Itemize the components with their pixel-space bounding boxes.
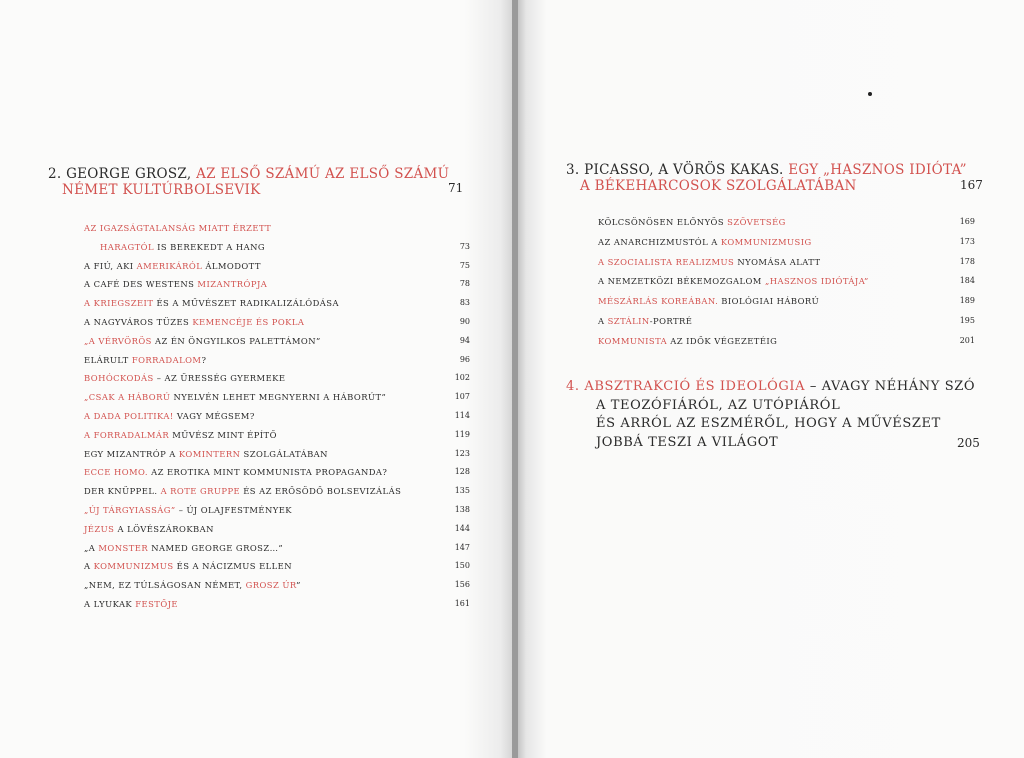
toc-entry-highlight: KOMMUNIZMUS [93, 561, 174, 572]
toc-entry-text: IS BEREKEDT A HANG [154, 241, 266, 252]
toc-entry-highlight: FESTŐJE [135, 599, 179, 609]
chapter-4-heading [566, 378, 975, 452]
toc-page-number: 119 [454, 429, 470, 439]
toc-page-number: 114 [454, 411, 470, 420]
toc-page-number: 83 [459, 298, 470, 308]
toc-page-number: 195 [959, 316, 975, 325]
chapter-3-title-black: 3. PICASSO, A VÖRÖS KAKAS. [566, 162, 789, 178]
toc-entry-text: SZOLGÁLATÁBAN [240, 448, 328, 459]
toc-entry-text: ÁLMODOTT [202, 260, 261, 271]
toc-entry-highlight: ECCE HOMO. [84, 467, 148, 478]
toc-page-number: 161 [454, 599, 470, 608]
toc-entry-text: „A [84, 542, 99, 553]
toc-entry-highlight: A ROTE GRUPPE [160, 486, 241, 497]
toc-entry-highlight: HARAGTÓL [100, 241, 155, 252]
toc-entry [598, 237, 812, 247]
toc-entry-text: A [598, 316, 608, 326]
toc-entry-text: -PORTRÉ [649, 316, 693, 326]
toc-entry-highlight: „CSAK A HÁBORÚ [84, 392, 171, 403]
toc-entry-highlight: A SZOCIALISTA REALIZMUS [598, 256, 735, 267]
toc-entry-text: ” [296, 580, 301, 591]
toc-entry [84, 298, 339, 308]
toc-entry-highlight: SZÖVETSÉG [727, 217, 786, 227]
toc-entry-text: BIOLÓGIAI HÁBORÚ [718, 296, 820, 307]
ink-speck [868, 92, 872, 96]
toc-entry-text: AZ IDŐK VÉGEZETÉIG [667, 335, 778, 346]
chapter-4-title-black-1: – AVAGY NÉHÁNY SZÓ [805, 379, 976, 394]
toc-entry-text: – ÚJ OLAJFESTMÉNYEK [175, 505, 293, 515]
toc-entry-text: A NEMZETKÖZI BÉKEMOZGALOM [598, 276, 765, 287]
toc-page-number: 128 [454, 467, 470, 477]
toc-page-number: 96 [459, 354, 470, 364]
chapter-4-page: 205 [957, 436, 980, 450]
toc-entry-highlight: KOMINTERN [178, 448, 241, 459]
toc-entry-text: KÖLCSÖNÖSEN ELŐNYÖS [598, 217, 728, 227]
toc-entry-highlight: MONSTER [98, 542, 149, 553]
toc-entry [84, 223, 271, 233]
toc-entry-text: NYELVÉN LEHET MEGNYERNI A HÁBORÚT” [170, 392, 387, 403]
chapter-2-title-black: 2. GEORGE GROSZ, [48, 166, 197, 182]
chapter-2-title-red-2: NÉMET KULTÚRBOLSEVIK [62, 182, 261, 198]
toc-entry [84, 317, 304, 327]
toc-entry-text: ELÁRULT [84, 354, 132, 365]
toc-page-number: 90 [459, 317, 470, 326]
toc-entry-highlight: A FORRADALMÁR [84, 429, 170, 440]
toc-page-number: 94 [459, 335, 470, 345]
toc-entry-highlight: KOMMUNISTA [598, 335, 668, 346]
toc-entry-highlight: MIZANTRÓPJA [197, 279, 268, 290]
toc-entry-text: ÉS A NÁCIZMUS ELLEN [173, 561, 293, 572]
toc-page-number: 102 [454, 373, 470, 383]
toc-page-number: 189 [959, 296, 975, 306]
chapter-4-title-line-4: JOBBÁ TESZI A VILÁGOT [596, 434, 779, 450]
toc-entry [84, 543, 283, 553]
chapter-3-title-red-2: A BÉKEHARCOSOK SZOLGÁLATÁBAN [580, 178, 857, 194]
toc-entry [598, 217, 786, 227]
toc-page-number: 78 [459, 279, 470, 289]
toc-entry [84, 392, 386, 402]
toc-page-number: 178 [959, 256, 975, 266]
toc-entry [84, 449, 328, 459]
toc-entry-text: A LYUKAK [84, 599, 136, 609]
chapter-2-page: 71 [448, 181, 464, 195]
toc-entry [84, 336, 321, 346]
toc-entry-highlight: A DADA POLITIKA! [84, 411, 174, 421]
toc-page-number: 150 [454, 561, 470, 571]
toc-entry [84, 373, 285, 383]
toc-entry [84, 430, 277, 440]
chapter-3-page: 167 [960, 178, 983, 192]
toc-entry [84, 355, 206, 365]
toc-entry-highlight: „A VÉRVÖRÖS [84, 335, 152, 346]
toc-entry-text: AZ ANARCHIZMUSTÓL A [598, 236, 721, 247]
toc-entry-text: AZ EROTIKA MINT KOMMUNISTA PROPAGANDA? [148, 467, 388, 478]
toc-entry-text: MŰVÉSZ MINT ÉPÍTŐ [169, 429, 277, 440]
toc-entry [84, 599, 178, 609]
toc-entry-text: ? [201, 354, 207, 365]
toc-entry [84, 524, 214, 534]
toc-page-number: 169 [959, 217, 975, 226]
toc-entry-text: AZ ÉN ÖNGYILKOS PALETTÁMON” [151, 335, 321, 346]
toc-entry-text: VAGY MÉGSEM? [173, 411, 255, 421]
chapter-2-title-red-1: AZ ELSŐ SZÁMÚ AZ ELSŐ SZÁMÚ [196, 166, 450, 182]
toc-entry [84, 505, 292, 515]
toc-entry [84, 411, 255, 421]
chapter-2-heading [48, 166, 449, 198]
toc-entry [84, 261, 261, 271]
toc-page-number: 156 [454, 580, 470, 590]
toc-page-number: 107 [454, 392, 470, 402]
toc-entry-highlight: A KRIEGSZEIT [84, 298, 154, 309]
toc-page-number: 173 [959, 236, 975, 246]
toc-entry-text: A FIÚ, AKI [84, 260, 137, 271]
toc-entry-highlight: KEMENCÉJE ÉS POKLA [192, 317, 305, 327]
toc-entry-text: A [84, 561, 94, 572]
toc-entry [598, 296, 819, 306]
chapter-4-title-line-3: ÉS ARRÓL AZ ESZMÉRŐL, HOGY A MŰVÉSZET [596, 416, 941, 431]
toc-entry-highlight: AZ IGAZSÁGTALANSÁG MIATT ÉRZETT [84, 223, 272, 233]
toc-entry-highlight: FORRADALOM [131, 354, 202, 365]
toc-entry-text: „NEM, EZ TÚLSÁGOSAN NÉMET, [84, 580, 246, 591]
toc-entry-highlight: SZTÁLIN [607, 316, 650, 326]
toc-entry [84, 279, 267, 289]
toc-entry [598, 336, 777, 346]
toc-entry [100, 242, 265, 252]
toc-entry-highlight: „ÚJ TÁRGYIASSÁG” [84, 505, 176, 515]
toc-entry-highlight: BOHÓCKODÁS [84, 373, 154, 384]
toc-entry-text: EGY MIZANTRÓP A [84, 448, 179, 459]
toc-page-number: 75 [459, 260, 470, 270]
toc-entry-highlight: GROSZ ÚR [245, 580, 297, 591]
toc-entry-text: NYOMÁSA ALATT [734, 256, 821, 267]
toc-page-number: 123 [454, 448, 470, 458]
toc-entry-text: NAMED GEORGE GROSZ…” [148, 542, 284, 553]
toc-entry-text: – AZ ÜRESSÉG GYERMEKE [153, 373, 286, 384]
toc-entry-highlight: AMERIKÁRÓL [136, 260, 203, 271]
toc-page-number: 144 [454, 523, 470, 533]
toc-page-number: 73 [459, 241, 470, 251]
toc-entry-text: ÉS AZ ERŐSÖDŐ BOLSEVIZÁLÁS [240, 486, 402, 497]
toc-page-number: 184 [959, 276, 975, 286]
toc-entry-highlight: „HASZNOS IDIÓTÁJA” [764, 276, 869, 287]
book-gutter [512, 0, 518, 758]
toc-page-number: 135 [454, 486, 470, 496]
toc-entry [84, 486, 401, 496]
toc-entry-highlight: JÉZUS [84, 523, 115, 534]
toc-page-number: 147 [454, 542, 470, 552]
chapter-4-title-red: 4. ABSZTRAKCIÓ ÉS IDEOLÓGIA [566, 379, 806, 394]
toc-entry [598, 276, 869, 286]
toc-entry-text: A CAFÉ DES WESTENS [84, 279, 198, 290]
toc-entry [84, 580, 301, 590]
toc-entry-text: A LÖVÉSZÁROKBAN [114, 523, 214, 534]
toc-entry-text: ÉS A MŰVÉSZET RADIKALIZÁLÓDÁSA [153, 298, 339, 309]
toc-entry-highlight: MÉSZÁRLÁS KOREÁBAN. [598, 296, 719, 307]
toc-entry-highlight: KOMMUNIZMUSIG [720, 236, 812, 247]
chapter-4-title-line-2: A TEOZÓFIÁRÓL, AZ UTÓPIÁRÓL [596, 397, 841, 413]
toc-entry-text: DER KNÜPPEL. [84, 486, 161, 497]
toc-entry-text: A NAGYVÁROS TÜZES [84, 317, 193, 327]
toc-entry [84, 467, 387, 477]
toc-entry [84, 561, 292, 571]
toc-page-number: 138 [454, 505, 470, 514]
chapter-3-heading [566, 162, 967, 194]
toc-entry [598, 257, 821, 267]
chapter-3-title-red-1: EGY „HASZNOS IDIÓTA” [788, 162, 967, 178]
toc-page-number: 201 [959, 335, 975, 345]
toc-entry [598, 316, 692, 326]
